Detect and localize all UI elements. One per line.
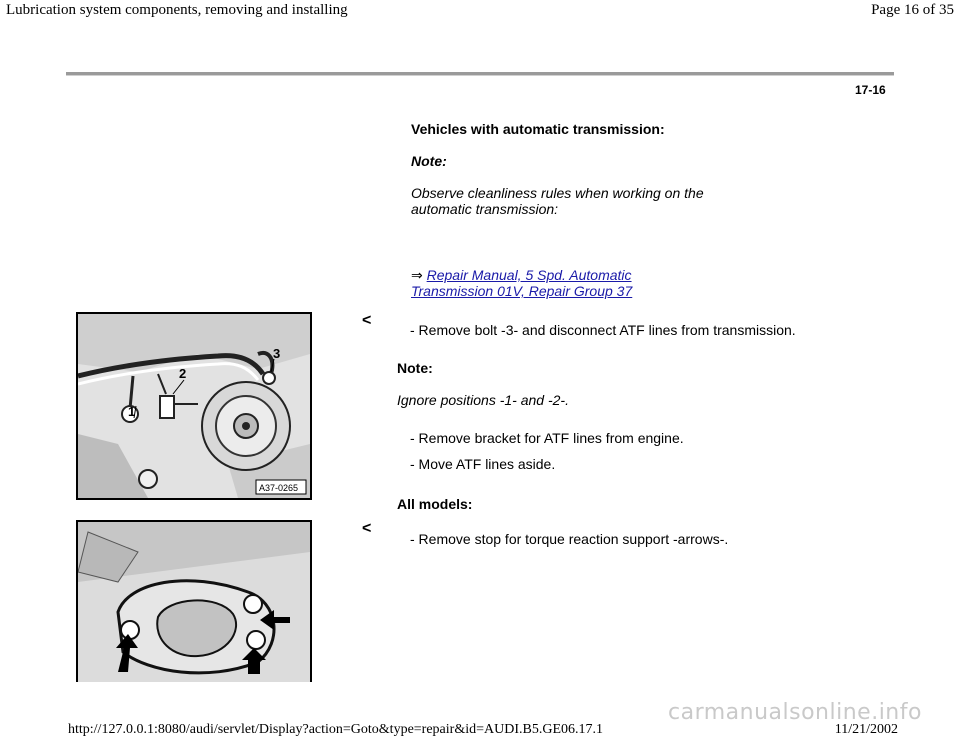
figure-label-3: 3 bbox=[273, 346, 281, 361]
all-models-heading: All models: bbox=[397, 496, 473, 512]
intro-heading: Vehicles with automatic transmission: bbox=[411, 121, 665, 137]
section1-note-label: Note: bbox=[397, 360, 433, 376]
page-indicator: Page 16 of 35 bbox=[871, 2, 954, 18]
repair-manual-link-line1[interactable]: Repair Manual, 5 Spd. Automatic bbox=[426, 267, 632, 283]
figure-label-2: 2 bbox=[179, 366, 187, 381]
figure-label-1: 1 bbox=[128, 404, 136, 419]
section2-pointer-icon: < bbox=[362, 520, 372, 537]
section1-step1: - Remove bolt -3- and disconnect ATF lines from transmission. bbox=[410, 322, 796, 338]
link-arrow-icon: ⇒ bbox=[411, 267, 423, 283]
figure-torque-support bbox=[76, 520, 312, 682]
page-number: 17-16 bbox=[855, 83, 886, 97]
document-title: Lubrication system components, removing and installing bbox=[6, 2, 348, 18]
watermark: carmanualsonline.info bbox=[668, 700, 922, 725]
section1-note-text: Ignore positions -1- and -2-. bbox=[397, 392, 569, 408]
figure-code: A37-0265 bbox=[259, 483, 299, 493]
footer-url: http://127.0.0.1:8080/audi/servlet/Display?action=Goto&type=repair&id=AUDI.B5.GE06.17.1 bbox=[68, 722, 603, 737]
repair-manual-link[interactable] bbox=[411, 267, 632, 284]
section2-step1: - Remove stop for torque reaction support -arrows-. bbox=[410, 531, 729, 547]
figure-atf-lines bbox=[76, 312, 312, 500]
section1-step2: - Remove bracket for ATF lines from engine. bbox=[410, 430, 684, 446]
section1-pointer-icon: < bbox=[362, 312, 372, 329]
section1-step3: - Move ATF lines aside. bbox=[410, 456, 556, 472]
intro-note-line2: automatic transmission: bbox=[411, 201, 559, 217]
footer-date: 11/21/2002 bbox=[834, 722, 898, 737]
intro-note-line1: Observe cleanliness rules when working on the bbox=[411, 185, 704, 201]
repair-manual-link-line2[interactable]: Transmission 01V, Repair Group 37 bbox=[411, 283, 633, 299]
header-rule bbox=[66, 72, 894, 76]
intro-note-label: Note: bbox=[411, 153, 447, 169]
